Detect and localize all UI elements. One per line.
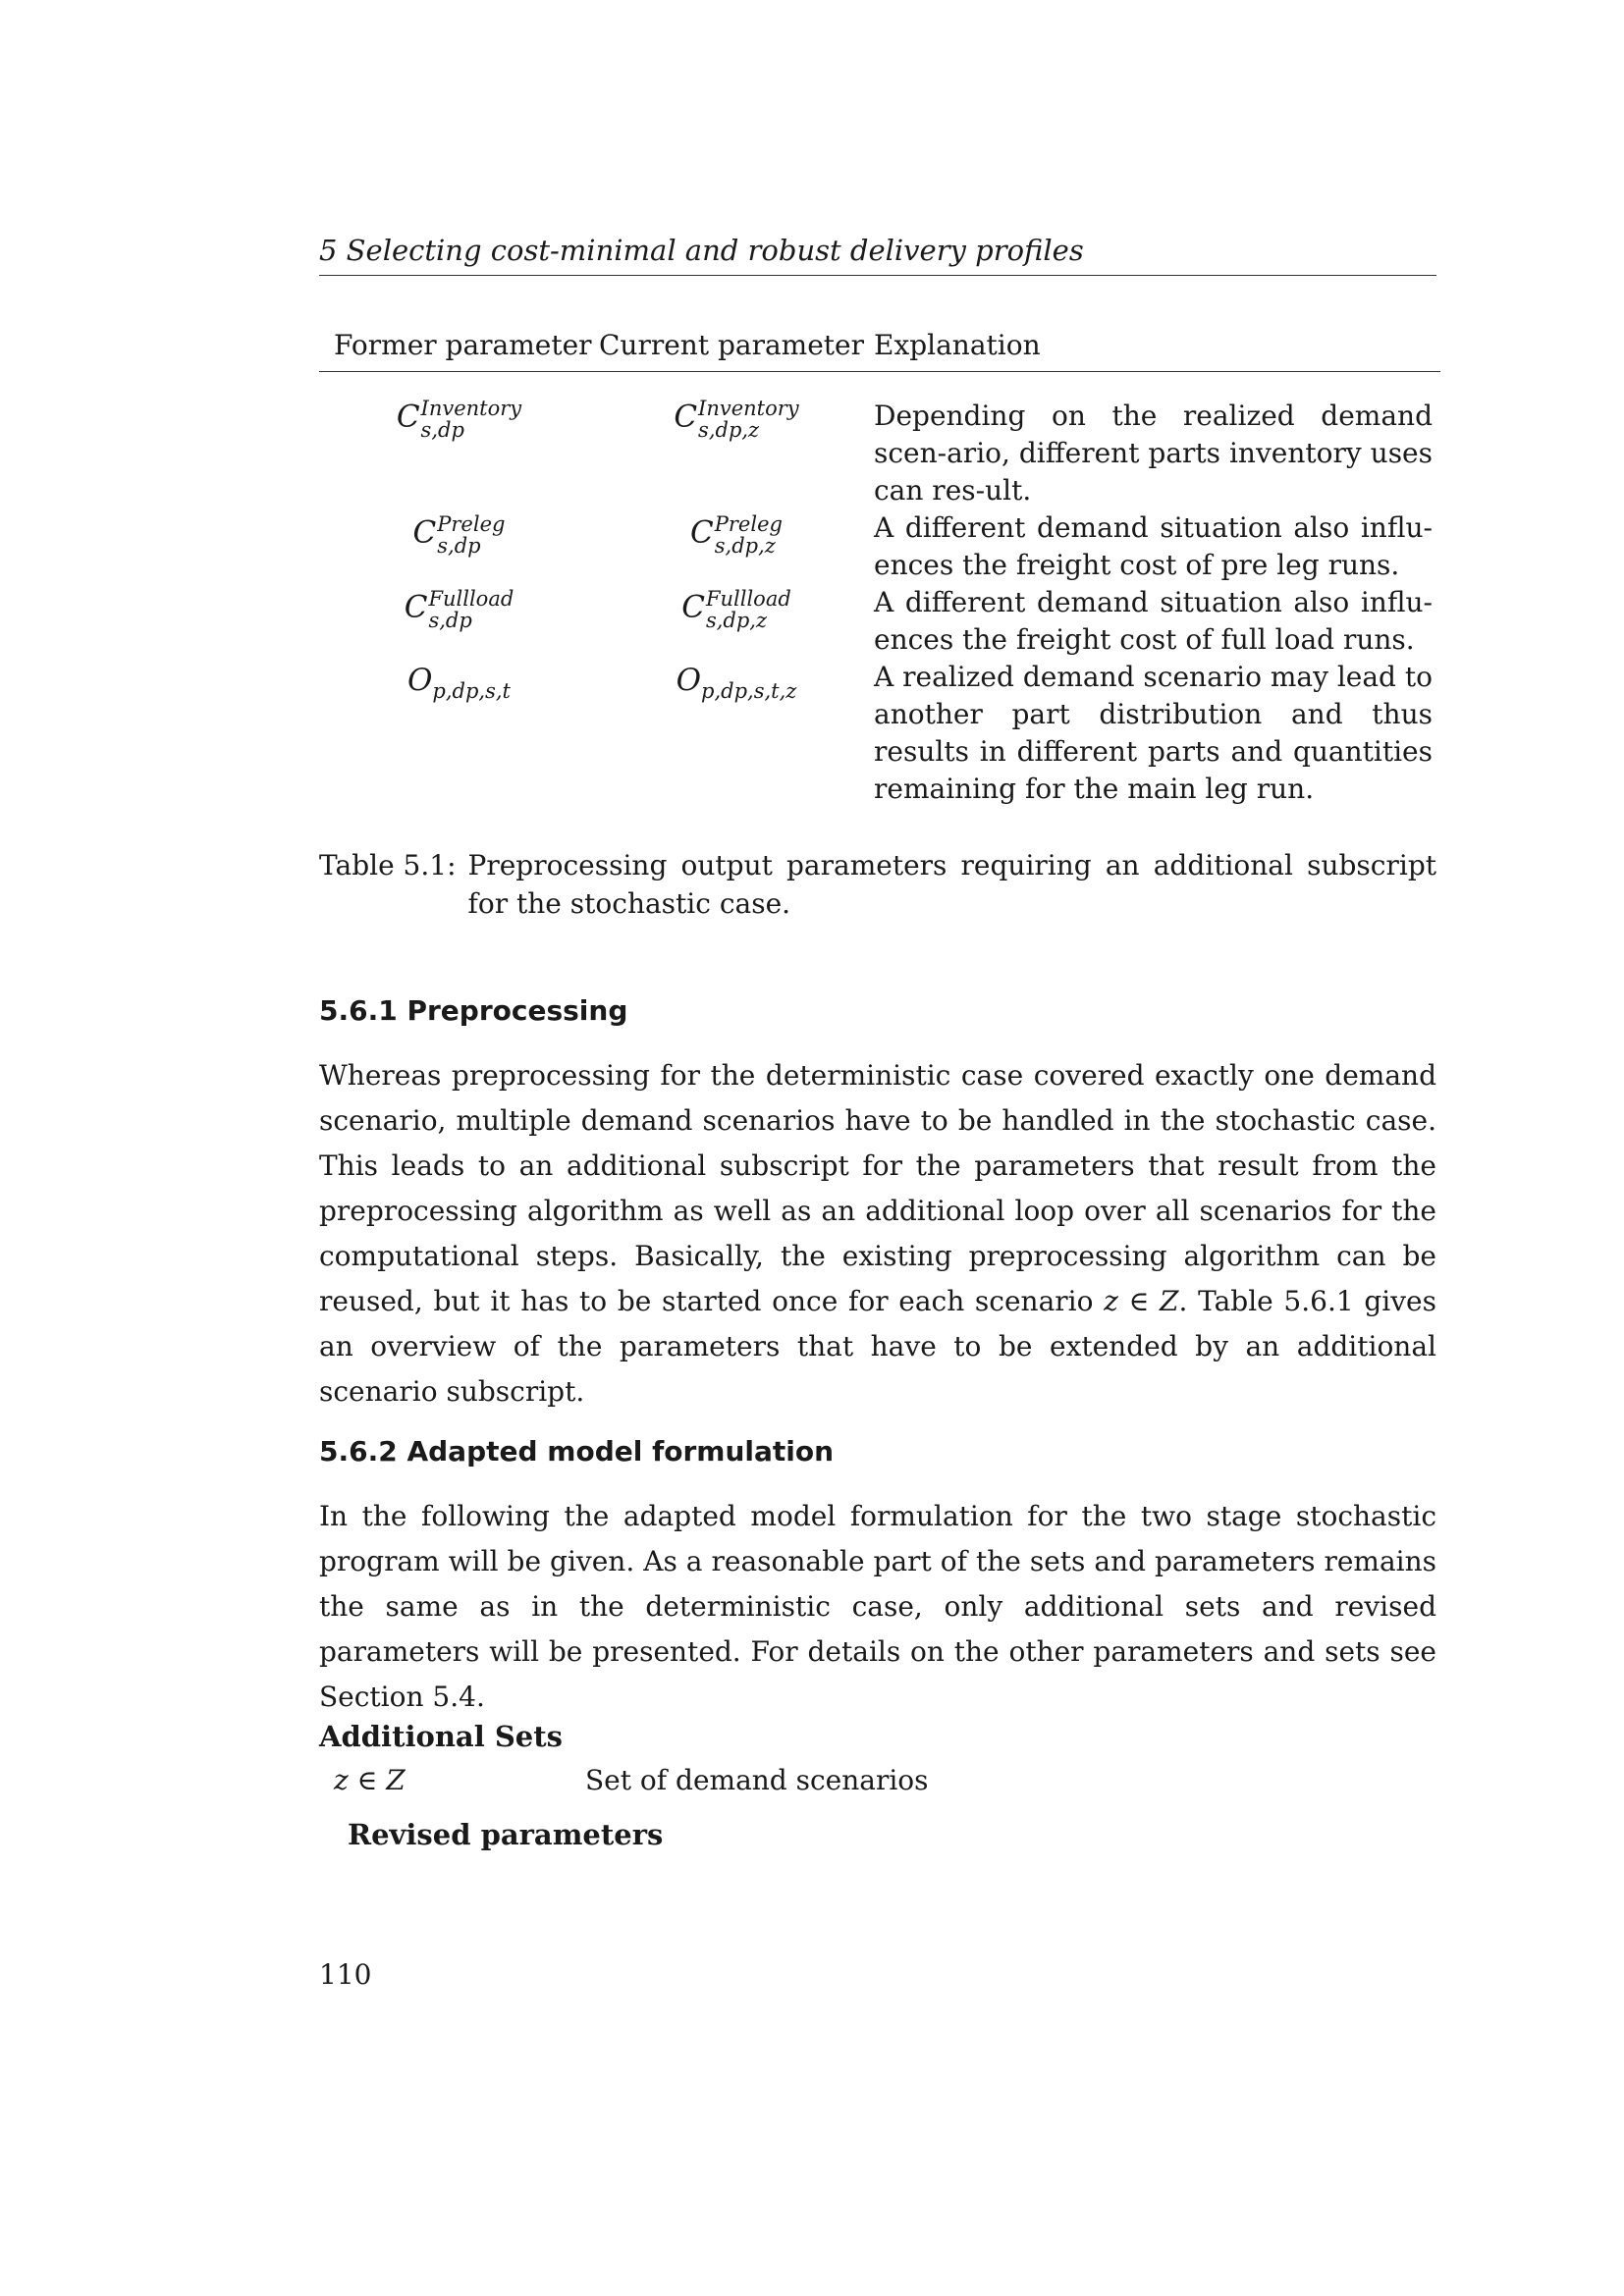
current-symbol: C Preleg s,dp,z bbox=[690, 512, 783, 558]
current-symbol: $O_{p,dp,s,t,z}$ bbox=[676, 663, 797, 703]
caption-label: Table 5.1: bbox=[319, 849, 457, 881]
former-symbol: C Fullload s,dp bbox=[404, 587, 514, 632]
current-symbol: C Fullload s,dp,z bbox=[681, 587, 791, 632]
paragraph-preprocessing: Whereas preprocessing for the deterministic case covered exactly one demand scenario, multiple demand scenarios have to be handled in the stochastic case. This leads to an additional subscript for the parameters that result from the preprocessing algorithm as well as an additional loop over all scenarios for the computational steps. Basically, the existing preprocessing algorithm can be reused, but it has to be started once for each scenario z ∈ Z. Table 5.6.1 gives an overview of the parameters that have to be extended by an additional scenario subscript. bbox=[319, 1059, 1436, 1408]
table-row bbox=[319, 659, 1440, 808]
header-explanation: Explanation bbox=[874, 329, 1440, 372]
set-symbol: z ∈ Z bbox=[334, 1764, 406, 1796]
table-row bbox=[319, 509, 1440, 584]
table-header-row bbox=[319, 329, 1440, 372]
section-heading-preprocessing: 5.6.1 Preprocessing bbox=[319, 994, 628, 1027]
explanation-cell: Depending on the realized demand scen-ario, different parts inventory uses can res-ult. bbox=[874, 400, 1433, 507]
table-row bbox=[319, 372, 1440, 510]
former-symbol: C Inventory s,dp bbox=[396, 397, 522, 442]
revised-parameters-heading: Revised parameters bbox=[348, 1818, 664, 1851]
set-description: Set of demand scenarios bbox=[585, 1764, 929, 1796]
parameter-table bbox=[319, 329, 1440, 808]
caption-text: Preprocessing output parameters requiring an additional subscript for the stochastic case. bbox=[467, 849, 1436, 920]
explanation-cell: A different demand situation also influ-ences the freight cost of full load runs. bbox=[874, 586, 1433, 656]
inline-math: z ∈ Z bbox=[1104, 1285, 1179, 1317]
section-heading-model-formulation: 5.6.2 Adapted model formulation bbox=[319, 1435, 835, 1468]
running-head: 5 Selecting cost-minimal and robust delivery profiles bbox=[319, 234, 1436, 276]
header-former: Former parameter bbox=[319, 329, 599, 372]
additional-sets-heading: Additional Sets bbox=[319, 1720, 563, 1753]
header-current: Current parameter bbox=[599, 329, 874, 372]
paragraph-model-formulation: In the following the adapted model formulation for the two stage stochastic program will be given. As a reasonable part of the sets and parameters remains the same as in the deterministic case, only additional sets and revised parameters will be presented. For details on the other parameters and sets see Section 5.4. bbox=[319, 1500, 1436, 1713]
page-number: 110 bbox=[319, 1958, 372, 1991]
explanation-cell: A different demand situation also influ-ences the freight cost of pre leg runs. bbox=[874, 511, 1433, 581]
explanation-cell: A realized demand scenario may lead to another part distribution and thus results in different parts and quantities remaining for the main leg run. bbox=[874, 661, 1433, 805]
current-symbol: C Inventory s,dp,z bbox=[674, 397, 799, 442]
former-symbol: $O_{p,dp,s,t}$ bbox=[407, 663, 511, 703]
table-caption bbox=[319, 846, 1436, 923]
table-row bbox=[319, 584, 1440, 659]
set-definition-row bbox=[334, 1764, 929, 1796]
former-symbol: C Preleg s,dp bbox=[412, 512, 506, 558]
